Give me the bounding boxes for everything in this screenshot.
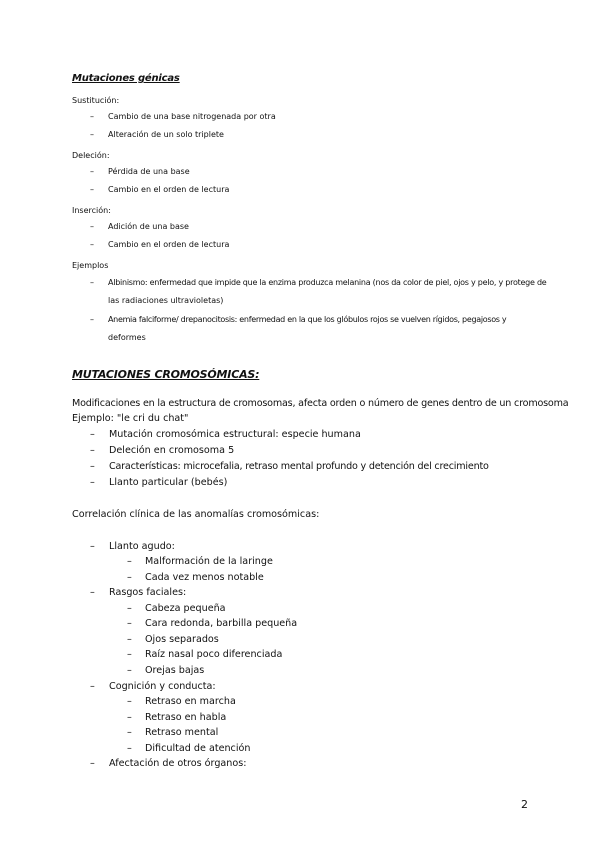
- list-item-text: Anemia falciforme/ drepanocitosis: enfermedad en la que los glóbulos rojos se vuelven rígidos, pegajosos y: [108, 315, 507, 324]
- list-item-text: Retraso en habla: [145, 712, 227, 723]
- dash-bullet: –: [127, 556, 132, 567]
- dash-bullet: –: [127, 696, 132, 707]
- list-item-text: Adición de una base: [108, 222, 189, 231]
- list-item-text: Cambio de una base nitrogenada por otra: [108, 112, 276, 121]
- list-item-text: Llanto particular (bebés): [109, 477, 228, 488]
- dash-bullet: –: [127, 572, 132, 583]
- dash-bullet: –: [127, 712, 132, 723]
- list-item-text: Alteración de un solo triplete: [108, 130, 224, 139]
- list-item-text: Cognición y conducta:: [109, 681, 216, 692]
- dash-bullet: –: [90, 240, 94, 249]
- dash-bullet: –: [90, 130, 94, 139]
- list-item-text: Cabeza pequeña: [145, 603, 226, 614]
- list-item-text: Ojos separados: [145, 634, 219, 645]
- list-item-text: Orejas bajas: [145, 665, 205, 676]
- correlation-text: Correlación clínica de las anomalías cromosómicas:: [72, 509, 320, 520]
- insercion-label: Inserción:: [72, 206, 111, 215]
- list-item-text: Características: microcefalia, retraso mental profundo y detención del crecimiento: [109, 461, 489, 472]
- ejemplos-label: Ejemplos: [72, 261, 109, 270]
- page-number: 2: [521, 798, 528, 811]
- list-item-text: Retraso en marcha: [145, 696, 236, 707]
- list-item-text: Retraso mental: [145, 727, 219, 738]
- dash-bullet: –: [90, 758, 95, 769]
- list-item-text: Llanto agudo:: [109, 541, 175, 552]
- list-item-text: Cambio en el orden de lectura: [108, 185, 230, 194]
- dash-bullet: –: [127, 618, 132, 629]
- list-item-text: Deleción en cromosoma 5: [109, 445, 235, 456]
- intro-text: Modificaciones en la estructura de cromosomas, afecta orden o número de genes dentro de un cromosoma: [72, 398, 569, 409]
- dash-bullet: –: [90, 681, 95, 692]
- dash-bullet: –: [90, 587, 95, 598]
- example-label: Ejemplo: "le cri du chat": [72, 413, 189, 424]
- dash-bullet: –: [90, 429, 95, 440]
- dash-bullet: –: [90, 477, 95, 488]
- list-item-continuation: deformes: [108, 333, 146, 342]
- list-item-text: Afectación de otros órganos:: [109, 758, 247, 769]
- list-item-text: Albinismo: enfermedad que impide que la enzima produzca melanina (nos da color de piel, ojos y pelo, y protege de: [108, 278, 547, 287]
- section-title-mutaciones-cromosomicas: MUTACIONES CROMOSÓMICAS:: [72, 368, 260, 381]
- dash-bullet: –: [90, 278, 94, 287]
- dash-bullet: –: [127, 743, 132, 754]
- sustitucion-label: Sustitución:: [72, 96, 120, 105]
- list-item-text: Pérdida de una base: [108, 167, 190, 176]
- list-item-text: Raíz nasal poco diferenciada: [145, 649, 283, 660]
- dash-bullet: –: [90, 315, 94, 324]
- delecion-label: Deleción:: [72, 151, 110, 160]
- list-item-text: Dificultad de atención: [145, 743, 251, 754]
- dash-bullet: –: [127, 727, 132, 738]
- dash-bullet: –: [90, 167, 94, 176]
- list-item-text: Malformación de la laringe: [145, 556, 273, 567]
- section-title-mutaciones-genicas: Mutaciones génicas: [72, 73, 180, 84]
- list-item-text: Cambio en el orden de lectura: [108, 240, 230, 249]
- dash-bullet: –: [90, 541, 95, 552]
- dash-bullet: –: [127, 634, 132, 645]
- dash-bullet: –: [90, 112, 94, 121]
- list-item-text: Mutación cromosómica estructural: especie humana: [109, 429, 361, 440]
- list-item-text: Cada vez menos notable: [145, 572, 264, 583]
- list-item-text: Rasgos faciales:: [109, 587, 187, 598]
- list-item-text: Cara redonda, barbilla pequeña: [145, 618, 298, 629]
- dash-bullet: –: [127, 649, 132, 660]
- dash-bullet: –: [127, 603, 132, 614]
- dash-bullet: –: [90, 445, 95, 456]
- dash-bullet: –: [90, 222, 94, 231]
- list-item-continuation: las radiaciones ultravioletas): [108, 296, 224, 305]
- dash-bullet: –: [90, 185, 94, 194]
- dash-bullet: –: [90, 461, 95, 472]
- dash-bullet: –: [127, 665, 132, 676]
